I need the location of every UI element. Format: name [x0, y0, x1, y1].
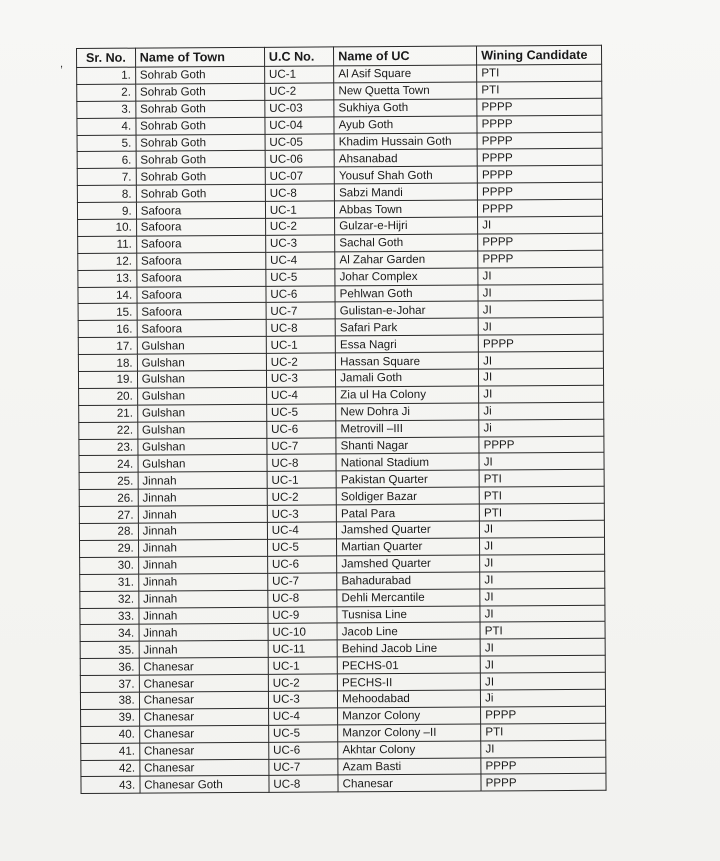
- cell-winning-candidate: PTI: [479, 503, 604, 521]
- cell-sr-no: 14.: [78, 287, 137, 304]
- cell-uc-name: Jamali Goth: [336, 369, 479, 387]
- header-town: Name of Town: [135, 47, 264, 67]
- cell-winning-candidate: JI: [480, 639, 605, 657]
- cell-uc-name: Soldiger Bazar: [336, 487, 479, 505]
- cell-uc-no: UC-05: [265, 133, 334, 150]
- cell-town: Jinnah: [139, 624, 268, 642]
- cell-town: Gulshan: [137, 421, 266, 439]
- cell-town: Sohrab Goth: [135, 66, 264, 84]
- cell-uc-no: UC-5: [266, 269, 335, 286]
- cell-uc-no: UC-8: [265, 184, 334, 201]
- cell-uc-name: Jacob Line: [337, 622, 480, 640]
- cell-sr-no: 43.: [81, 777, 140, 794]
- pen-mark: ,: [60, 58, 64, 70]
- cell-sr-no: 1.: [77, 67, 136, 84]
- cell-uc-no: UC-4: [267, 522, 336, 539]
- cell-uc-no: UC-5: [268, 725, 337, 742]
- cell-sr-no: 40.: [81, 726, 140, 743]
- cell-winning-candidate: JI: [480, 571, 605, 589]
- cell-winning-candidate: PPPP: [478, 199, 603, 217]
- cell-uc-name: Johar Complex: [335, 268, 478, 286]
- cell-sr-no: 32.: [80, 591, 139, 608]
- cell-sr-no: 24.: [79, 456, 138, 473]
- cell-uc-no: UC-8: [269, 775, 338, 792]
- cell-sr-no: 35.: [80, 641, 139, 658]
- cell-town: Gulshan: [137, 387, 266, 405]
- cell-uc-no: UC-3: [267, 505, 336, 522]
- cell-sr-no: 11.: [78, 236, 137, 253]
- election-results-table: [76, 45, 607, 794]
- cell-winning-candidate: JI: [478, 267, 603, 285]
- cell-uc-no: UC-07: [265, 167, 334, 184]
- cell-winning-candidate: Ji: [479, 419, 604, 437]
- cell-uc-no: UC-2: [267, 488, 336, 505]
- cell-winning-candidate: Ji: [479, 402, 604, 420]
- cell-uc-name: Gulzar-e-Hijri: [335, 217, 478, 235]
- cell-town: Chanesar: [139, 708, 268, 726]
- cell-sr-no: 20.: [79, 388, 138, 405]
- cell-town: Sohrab Goth: [136, 117, 265, 135]
- cell-winning-candidate: PTI: [479, 487, 604, 505]
- cell-uc-name: Mehoodabad: [338, 690, 481, 708]
- cell-winning-candidate: PPPP: [481, 774, 606, 792]
- cell-sr-no: 34.: [80, 625, 139, 642]
- cell-winning-candidate: PPPP: [478, 250, 603, 268]
- cell-winning-candidate: JI: [481, 740, 606, 758]
- cell-winning-candidate: JI: [478, 284, 603, 302]
- cell-uc-name: Zia ul Ha Colony: [336, 386, 479, 404]
- cell-sr-no: 4.: [77, 118, 136, 135]
- cell-uc-no: UC-1: [267, 471, 336, 488]
- cell-uc-no: UC-7: [266, 302, 335, 319]
- cell-uc-name: Ahsanabad: [334, 150, 477, 168]
- cell-town: Sohrab Goth: [136, 185, 265, 203]
- cell-sr-no: 36.: [80, 658, 139, 675]
- cell-town: Safoora: [137, 286, 266, 304]
- cell-winning-candidate: PPPP: [481, 757, 606, 775]
- cell-uc-name: Gulistan-e-Johar: [335, 302, 478, 320]
- cell-town: Chanesar: [139, 742, 268, 760]
- cell-winning-candidate: PTI: [477, 81, 602, 99]
- cell-winning-candidate: JI: [480, 554, 605, 572]
- cell-uc-no: UC-2: [266, 353, 335, 370]
- cell-uc-no: UC-3: [265, 235, 334, 252]
- cell-winning-candidate: JI: [480, 655, 605, 673]
- cell-town: Gulshan: [137, 353, 266, 371]
- cell-uc-name: Safari Park: [335, 318, 478, 336]
- cell-sr-no: 18.: [78, 354, 137, 371]
- cell-sr-no: 7.: [77, 168, 136, 185]
- cell-uc-name: Metrovill –III: [336, 420, 479, 438]
- cell-uc-no: UC-7: [269, 758, 338, 775]
- cell-uc-name: Bahadurabad: [337, 572, 480, 590]
- cell-uc-no: UC-8: [266, 319, 335, 336]
- cell-uc-name: Jamshed Quarter: [337, 521, 480, 539]
- cell-town: Safoora: [137, 269, 266, 287]
- cell-uc-name: Dehli Mercantile: [337, 589, 480, 607]
- cell-town: Gulshan: [137, 370, 266, 388]
- cell-town: Jinnah: [139, 590, 268, 608]
- cell-winning-candidate: PPPP: [477, 149, 602, 167]
- cell-town: Jinnah: [138, 539, 267, 557]
- cell-town: Gulshan: [138, 438, 267, 456]
- cell-sr-no: 15.: [78, 304, 137, 321]
- cell-town: Sohrab Goth: [136, 134, 265, 152]
- cell-uc-name: Al Zahar Garden: [335, 251, 478, 269]
- table-body: [77, 64, 606, 793]
- cell-town: Safoora: [136, 252, 265, 270]
- cell-winning-candidate: PTI: [481, 723, 606, 741]
- cell-uc-name: Manzor Colony: [338, 707, 481, 725]
- cell-uc-no: UC-5: [266, 404, 335, 421]
- cell-uc-no: UC-4: [268, 708, 337, 725]
- header-uc-no: U.C No.: [264, 47, 333, 66]
- cell-town: Safoora: [136, 218, 265, 236]
- cell-town: Sohrab Goth: [135, 83, 264, 101]
- cell-town: Jinnah: [138, 489, 267, 507]
- cell-sr-no: 28.: [79, 523, 138, 540]
- cell-uc-name: National Stadium: [336, 454, 479, 472]
- cell-winning-candidate: JI: [478, 301, 603, 319]
- cell-town: Gulshan: [137, 404, 266, 422]
- cell-town: Chanesar: [140, 759, 269, 777]
- cell-winning-candidate: JI: [478, 318, 603, 336]
- cell-winning-candidate: PPPP: [481, 706, 606, 724]
- cell-sr-no: 41.: [81, 743, 140, 760]
- cell-uc-name: Essa Nagri: [335, 335, 478, 353]
- header-uc-name: Name of UC: [334, 46, 477, 66]
- cell-sr-no: 17.: [78, 337, 137, 354]
- cell-town: Jinnah: [138, 505, 267, 523]
- cell-uc-name: Sabzi Mandi: [334, 183, 477, 201]
- cell-sr-no: 13.: [78, 270, 137, 287]
- cell-sr-no: 9.: [77, 202, 136, 219]
- header-sr-no: Sr. No.: [77, 48, 136, 67]
- cell-uc-no: UC-3: [268, 691, 337, 708]
- cell-town: Sohrab Goth: [136, 100, 265, 118]
- cell-uc-name: Abbas Town: [335, 200, 478, 218]
- cell-sr-no: 21.: [79, 405, 138, 422]
- cell-uc-name: New Quetta Town: [334, 82, 477, 100]
- cell-uc-name: Yousuf Shah Goth: [334, 166, 477, 184]
- cell-winning-candidate: JI: [480, 520, 605, 538]
- cell-uc-no: UC-5: [267, 539, 336, 556]
- cell-uc-name: Azam Basti: [338, 758, 481, 776]
- cell-winning-candidate: PPPP: [478, 335, 603, 353]
- cell-winning-candidate: JI: [480, 588, 605, 606]
- cell-sr-no: 39.: [81, 709, 140, 726]
- cell-town: Safoora: [137, 320, 266, 338]
- cell-town: Safoora: [136, 235, 265, 253]
- cell-uc-name: Ayub Goth: [334, 116, 477, 134]
- cell-uc-no: UC-6: [267, 556, 336, 573]
- cell-town: Jinnah: [138, 522, 267, 540]
- cell-town: Jinnah: [138, 556, 267, 574]
- cell-winning-candidate: Ji: [481, 689, 606, 707]
- cell-uc-name: Martian Quarter: [337, 538, 480, 556]
- cell-uc-name: Hassan Square: [336, 352, 479, 370]
- cell-uc-name: New Dohra Ji: [336, 403, 479, 421]
- cell-town: Jinnah: [139, 607, 268, 625]
- cell-uc-no: UC-11: [268, 640, 337, 657]
- cell-sr-no: 12.: [78, 253, 137, 270]
- cell-winning-candidate: PPPP: [477, 166, 602, 184]
- cell-winning-candidate: PPPP: [477, 132, 602, 150]
- cell-uc-no: UC-8: [267, 454, 336, 471]
- cell-sr-no: 25.: [79, 473, 138, 490]
- cell-sr-no: 23.: [79, 439, 138, 456]
- cell-town: Chanesar: [139, 658, 268, 676]
- cell-sr-no: 38.: [80, 692, 139, 709]
- cell-winning-candidate: JI: [480, 605, 605, 623]
- cell-winning-candidate: JI: [479, 351, 604, 369]
- cell-uc-name: Chanesar: [338, 774, 481, 792]
- cell-uc-name: Patal Para: [336, 504, 479, 522]
- cell-uc-name: Khadim Hussain Goth: [334, 133, 477, 151]
- cell-sr-no: 22.: [79, 422, 138, 439]
- cell-town: Chanesar: [139, 691, 268, 709]
- cell-winning-candidate: PTI: [477, 64, 602, 82]
- cell-uc-name: Al Asif Square: [334, 65, 477, 83]
- cell-uc-no: UC-10: [268, 623, 337, 640]
- cell-sr-no: 37.: [80, 675, 139, 692]
- cell-sr-no: 3.: [77, 101, 136, 118]
- cell-uc-name: Pehlwan Goth: [335, 285, 478, 303]
- cell-uc-name: PECHS-01: [337, 656, 480, 674]
- cell-winning-candidate: JI: [479, 453, 604, 471]
- cell-uc-name: Manzor Colony –II: [338, 724, 481, 742]
- cell-town: Gulshan: [138, 455, 267, 473]
- cell-uc-no: UC-9: [268, 606, 337, 623]
- cell-uc-no: UC-1: [268, 657, 337, 674]
- cell-sr-no: 29.: [80, 540, 139, 557]
- cell-sr-no: 26.: [79, 489, 138, 506]
- cell-uc-name: Pakistan Quarter: [336, 470, 479, 488]
- cell-town: Safoora: [137, 303, 266, 321]
- cell-town: Jinnah: [138, 573, 267, 591]
- cell-town: Jinnah: [139, 641, 268, 659]
- cell-winning-candidate: PPPP: [479, 436, 604, 454]
- cell-town: Chanesar Goth: [140, 776, 269, 794]
- cell-uc-name: PECHS-II: [337, 673, 480, 691]
- cell-town: Jinnah: [138, 472, 267, 490]
- cell-uc-no: UC-2: [268, 674, 337, 691]
- cell-uc-no: UC-03: [265, 100, 334, 117]
- cell-winning-candidate: JI: [480, 537, 605, 555]
- cell-town: Chanesar: [139, 725, 268, 743]
- cell-winning-candidate: PTI: [479, 470, 604, 488]
- cell-sr-no: 8.: [77, 185, 136, 202]
- cell-uc-no: UC-7: [267, 438, 336, 455]
- cell-uc-no: UC-1: [265, 201, 334, 218]
- cell-town: Chanesar: [139, 674, 268, 692]
- cell-winning-candidate: PPPP: [478, 233, 603, 251]
- cell-winning-candidate: JI: [480, 672, 605, 690]
- cell-town: Sohrab Goth: [136, 151, 265, 169]
- cell-town: Gulshan: [137, 337, 266, 355]
- cell-sr-no: 19.: [78, 371, 137, 388]
- cell-sr-no: 16.: [78, 320, 137, 337]
- cell-uc-no: UC-3: [266, 370, 335, 387]
- table-row: [81, 774, 606, 794]
- cell-winning-candidate: PPPP: [477, 115, 602, 133]
- cell-uc-no: UC-04: [265, 117, 334, 134]
- cell-sr-no: 2.: [77, 84, 136, 101]
- cell-sr-no: 30.: [80, 557, 139, 574]
- cell-uc-name: Jamshed Quarter: [337, 555, 480, 573]
- cell-winning-candidate: PPPP: [477, 98, 602, 116]
- cell-town: Sohrab Goth: [136, 168, 265, 186]
- cell-uc-name: Akhtar Colony: [338, 741, 481, 759]
- cell-sr-no: 5.: [77, 135, 136, 152]
- cell-winning-candidate: JI: [478, 216, 603, 234]
- header-winning-candidate: Wining Candidate: [477, 45, 602, 65]
- cell-uc-no: UC-6: [266, 285, 335, 302]
- cell-winning-candidate: PTI: [480, 622, 605, 640]
- cell-winning-candidate: JI: [479, 385, 604, 403]
- cell-uc-no: UC-1: [264, 66, 333, 83]
- cell-sr-no: 6.: [77, 152, 136, 169]
- cell-uc-no: UC-4: [266, 387, 335, 404]
- cell-uc-name: Behind Jacob Line: [337, 639, 480, 657]
- cell-uc-no: UC-8: [268, 590, 337, 607]
- cell-uc-no: UC-2: [265, 218, 334, 235]
- cell-uc-no: UC-7: [268, 573, 337, 590]
- cell-uc-name: Tusnisa Line: [337, 606, 480, 624]
- cell-sr-no: 27.: [79, 506, 138, 523]
- cell-uc-no: UC-4: [266, 252, 335, 269]
- cell-uc-no: UC-6: [269, 742, 338, 759]
- cell-uc-no: UC-1: [266, 336, 335, 353]
- cell-winning-candidate: JI: [479, 368, 604, 386]
- cell-winning-candidate: PPPP: [477, 183, 602, 201]
- cell-town: Safoora: [136, 201, 265, 219]
- cell-uc-no: UC-2: [265, 83, 334, 100]
- cell-uc-name: Shanti Nagar: [336, 437, 479, 455]
- cell-sr-no: 31.: [80, 574, 139, 591]
- cell-sr-no: 10.: [78, 219, 137, 236]
- cell-uc-name: Sachal Goth: [335, 234, 478, 252]
- cell-sr-no: 33.: [80, 608, 139, 625]
- cell-uc-name: Sukhiya Goth: [334, 99, 477, 117]
- cell-uc-no: UC-6: [267, 421, 336, 438]
- cell-uc-no: UC-06: [265, 150, 334, 167]
- cell-sr-no: 42.: [81, 760, 140, 777]
